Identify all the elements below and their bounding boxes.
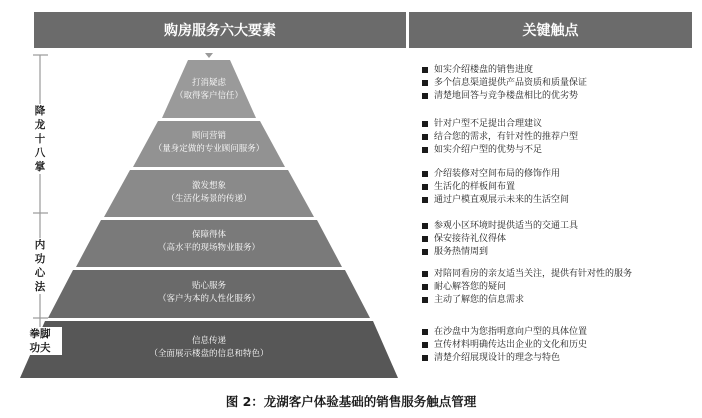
bullet-square-icon: [422, 284, 428, 290]
touchpoint-text: 结合您的需求，有针对性的推荐户型: [434, 132, 579, 142]
level-3-text: [129, 180, 289, 206]
level-3-title: 激发想象: [191, 181, 226, 191]
level-1-text: [159, 77, 259, 103]
touchpoint-item: [412, 352, 697, 365]
touchpoint-text: 服务热情周到: [434, 247, 489, 257]
level-4-text: [119, 229, 299, 255]
touchpoint-item: [412, 233, 697, 246]
touchpoint-text: 如实介绍楼盘的销售进度: [434, 65, 534, 75]
pyramid-apex: [205, 53, 213, 58]
bullet-square-icon: [422, 93, 428, 99]
level-2-title: 顾问营销: [191, 131, 226, 141]
touchpoint-text: 通过户模直观展示未来的生活空间: [434, 195, 570, 205]
touchpoint-group-3: [412, 168, 697, 207]
touchpoint-text: 在沙盘中为您指明意向户型的具体位置: [434, 327, 588, 337]
touchpoint-item: [412, 339, 697, 352]
touchpoint-text: 多个信息渠道提供产品资质和质量保证: [434, 78, 588, 88]
touchpoint-item: [412, 118, 697, 131]
touchpoint-item: [412, 90, 697, 103]
touchpoint-item: [412, 64, 697, 77]
touchpoint-item: [412, 77, 697, 90]
touchpoint-item: [412, 194, 697, 207]
level-1-title: 打消疑虑: [191, 78, 226, 88]
figure-caption: 图 2：龙湖客户体验基础的销售服务触点管理: [225, 394, 477, 409]
touchpoints-header: 关键触点: [409, 12, 692, 48]
touchpoint-group-1: [412, 64, 697, 103]
bullet-square-icon: [422, 271, 428, 277]
touchpoint-item: [412, 246, 697, 259]
touchpoint-item: [412, 326, 697, 339]
level-3-subtitle: （生活化场景的传递）: [166, 194, 252, 204]
touchpoint-text: 宣传材料明确传达出企业的文化和历史: [434, 340, 588, 350]
touchpoint-item: [412, 181, 697, 194]
touchpoint-item: [412, 268, 697, 281]
touchpoint-text: 对陪同看房的亲友适当关注，提供有针对性的服务: [434, 269, 633, 279]
touchpoint-item: [412, 144, 697, 157]
bullet-square-icon: [422, 134, 428, 140]
touchpoint-text: 清楚地回答与竞争楼盘相比的优劣势: [434, 91, 579, 101]
touchpoint-text: 针对户型不足提出合理建议: [434, 119, 543, 129]
level-4-subtitle: （高水平的现场物业服务）: [157, 243, 260, 253]
bullet-square-icon: [422, 223, 428, 229]
side-label-neigong: 内 功 心 法: [22, 238, 58, 294]
bullet-square-icon: [422, 249, 428, 255]
bullet-square-icon: [422, 297, 428, 303]
touchpoint-text: 清楚介绍展现设计的理念与特色: [434, 353, 561, 363]
level-5-subtitle: （客户为本的人性化服务）: [157, 294, 260, 304]
touchpoint-item: [412, 131, 697, 144]
level-4-title: 保障得体: [191, 230, 226, 240]
bullet-square-icon: [422, 236, 428, 242]
touchpoint-group-4: [412, 220, 697, 259]
bullet-square-icon: [422, 171, 428, 177]
bullet-square-icon: [422, 80, 428, 86]
touchpoint-text: 参观小区环境时提供适当的交通工具: [434, 221, 579, 231]
level-2-text: [129, 130, 289, 156]
touchpoint-group-5: [412, 268, 697, 307]
level-5-title: 贴心服务: [191, 281, 226, 291]
level-1-subtitle: （取得客户信任）: [174, 91, 243, 101]
touchpoint-group-2: [412, 118, 697, 157]
touchpoint-item: [412, 168, 697, 181]
touchpoint-text: 生活化的样板间布置: [434, 182, 516, 192]
bullet-square-icon: [422, 184, 428, 190]
level-6-subtitle: （全面展示楼盘的信息和特色）: [149, 349, 269, 359]
level-6-text: [99, 335, 319, 361]
pyramid-header: 购房服务六大要素: [34, 12, 406, 48]
bullet-square-icon: [422, 147, 428, 153]
level-2-subtitle: （量身定做的专业顾问服务）: [153, 144, 265, 154]
touchpoint-text: 介绍装修对空间布局的修饰作用: [434, 169, 561, 179]
bullet-square-icon: [422, 329, 428, 335]
touchpoint-text: 耐心解答您的疑问: [434, 282, 507, 292]
touchpoint-text: 保安接待礼仪得体: [434, 234, 507, 244]
touchpoint-item: [412, 281, 697, 294]
touchpoint-text: 如实介绍户型的优势与不足: [434, 145, 543, 155]
bullet-square-icon: [422, 342, 428, 348]
touchpoint-item: [412, 294, 697, 307]
touchpoint-group-6: [412, 326, 697, 365]
side-label-xianglong: 降 龙 十 八 掌: [22, 104, 58, 174]
bullet-square-icon: [422, 67, 428, 73]
touchpoint-item: [412, 220, 697, 233]
bullet-square-icon: [422, 355, 428, 361]
side-label-quanjiao: 拳脚 功夫: [18, 327, 62, 355]
touchpoint-text: 主动了解您的信息需求: [434, 295, 525, 305]
level-6-title: 信息传递: [191, 336, 226, 346]
level-5-text: [109, 280, 309, 306]
bullet-square-icon: [422, 197, 428, 203]
bullet-square-icon: [422, 121, 428, 127]
